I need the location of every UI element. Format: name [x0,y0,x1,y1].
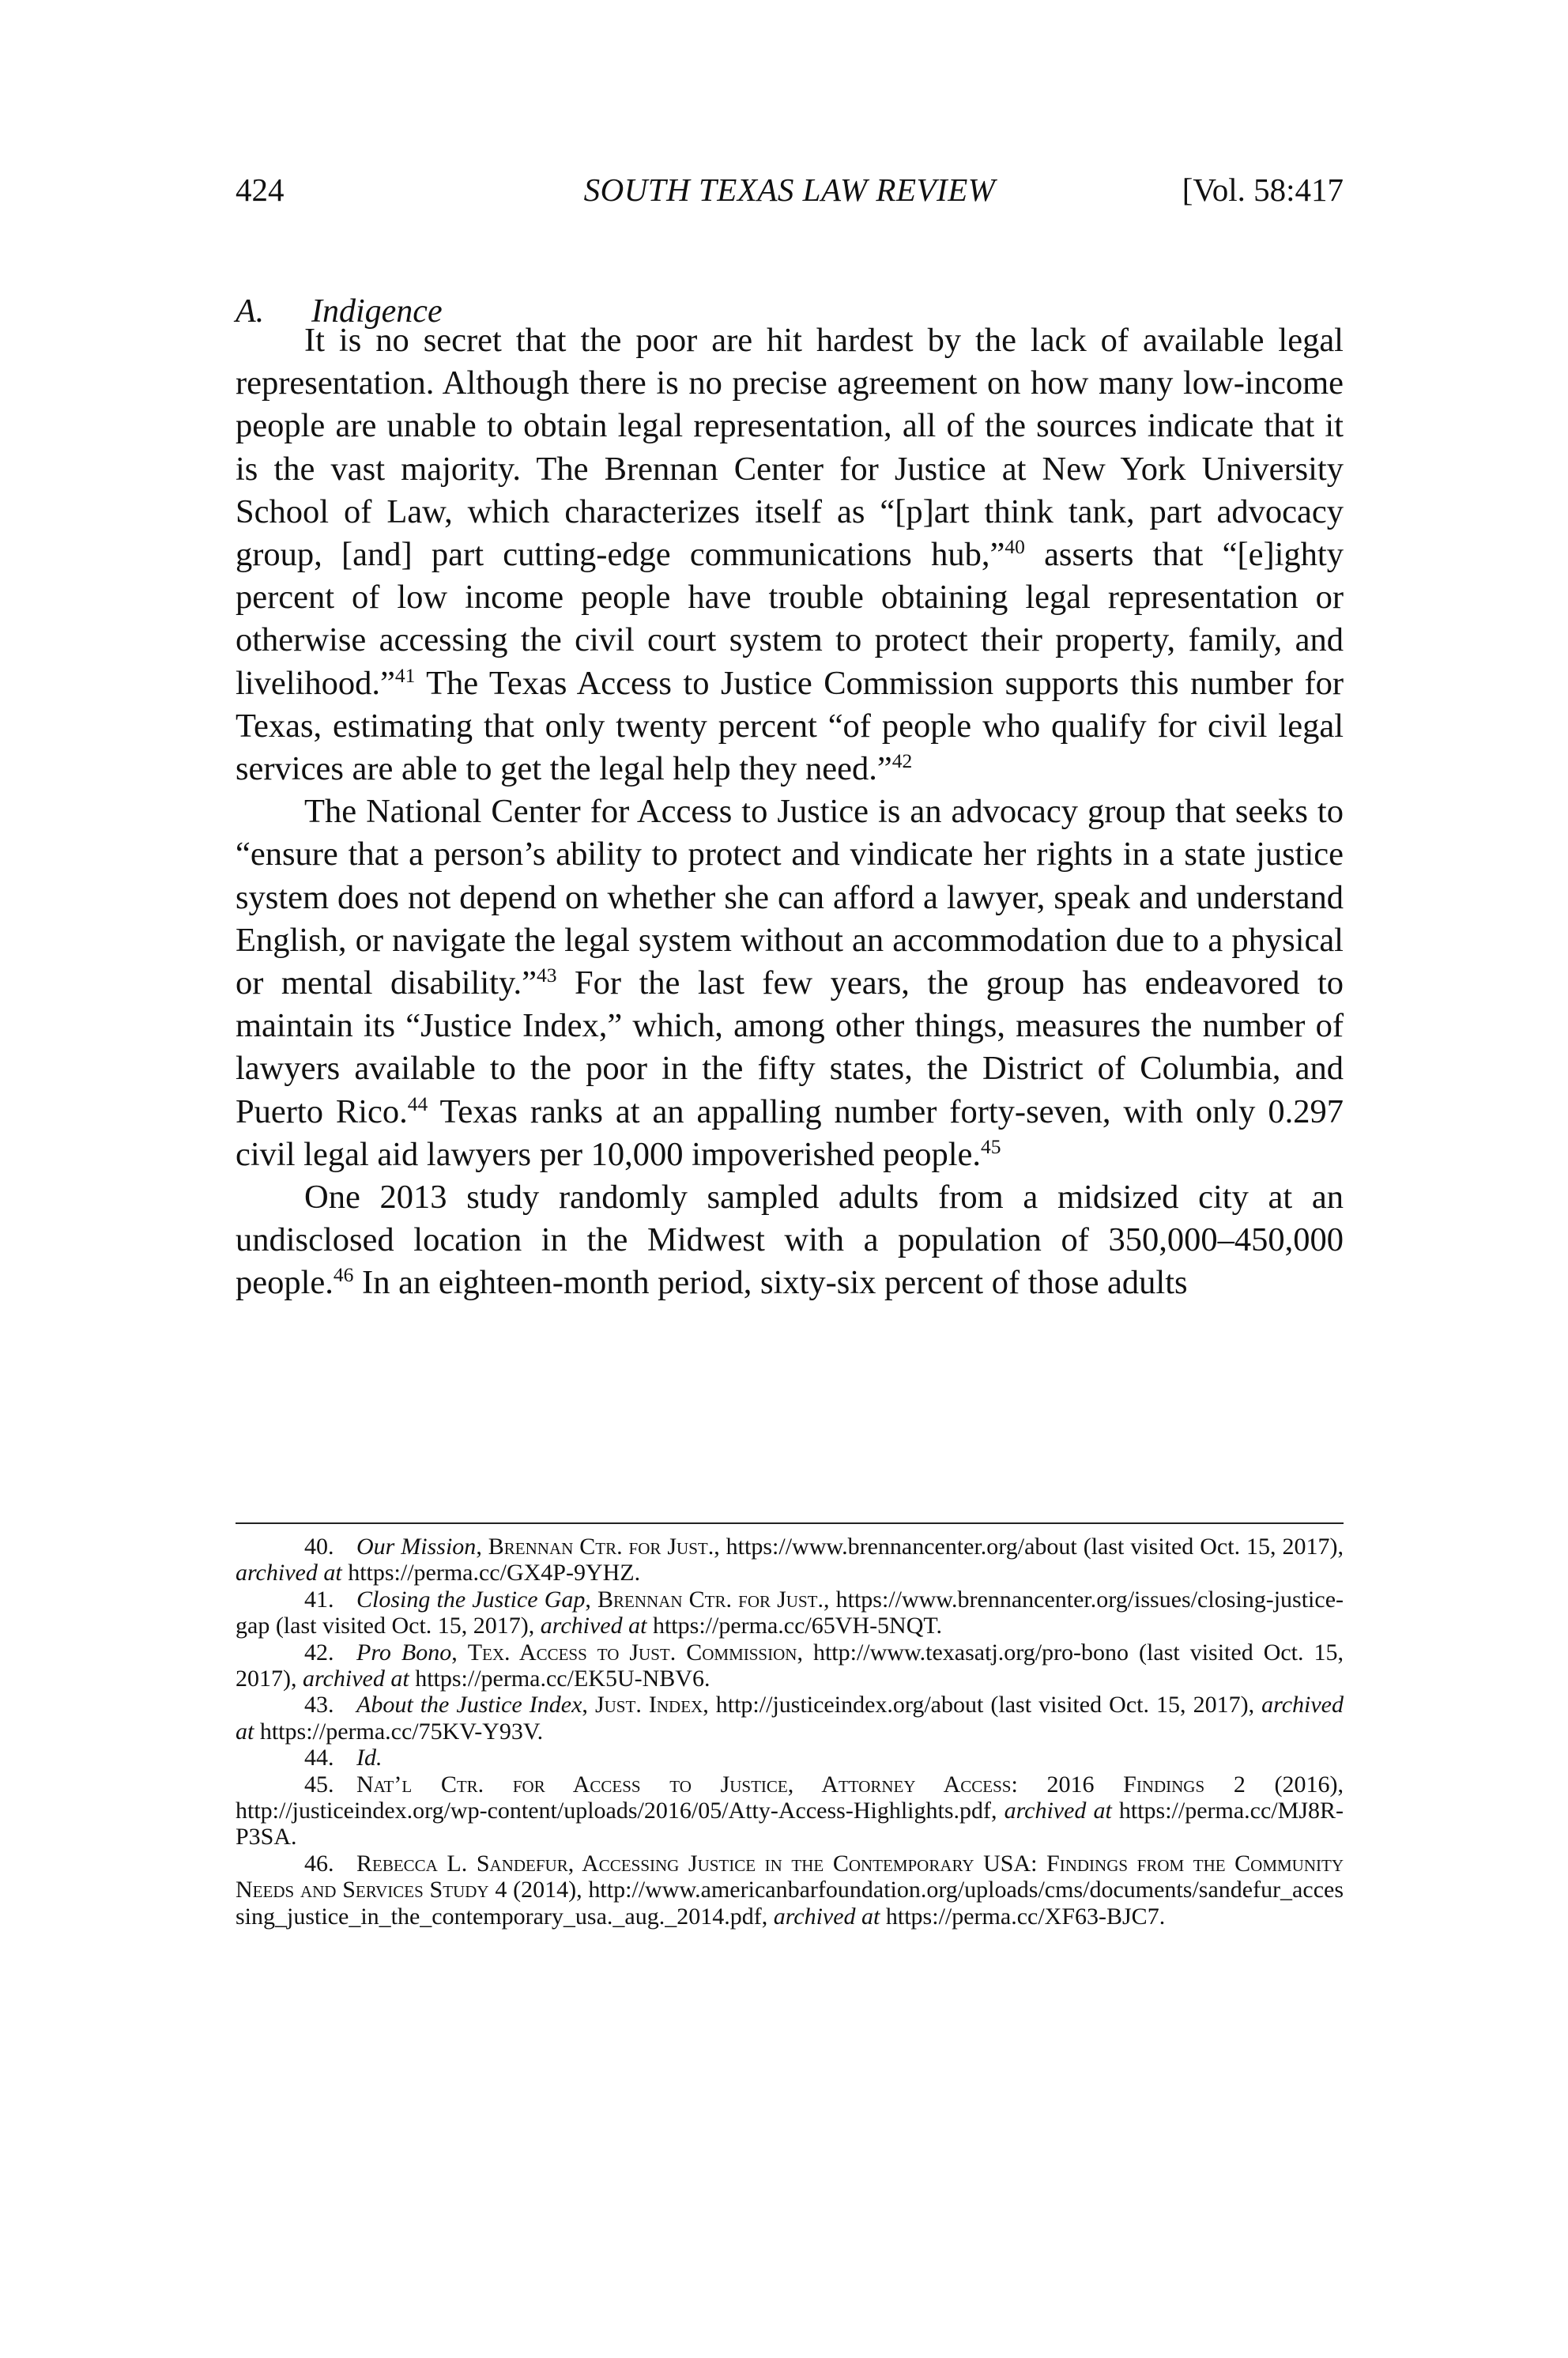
paragraph-text: It is no secret that the poor are hit hardest by the lack of available legal representation. Although there is no precise agreement on how many low-income people are unable to obtain legal representation, all of the sources indicate that it is the vast majority. The Brennan Center for Justice at New York University School of Law, which characterizes itself as “[p]art think tank, part advocacy group, [and] part cutting-edge communications hub,” [236,322,1344,574]
paragraph [236,1176,1344,1305]
footnote-link[interactable]: , http://www.texasatj.org/pro-bono (last visited Oct. 15, 2017), [236,1639,1344,1692]
footnote-number: 45. [304,1771,334,1798]
paragraph-text: In an eighteen-month period, sixty-six percent of those adults [353,1264,1188,1302]
footnote-link[interactable]: , http://justiceindex.org/about (last visited Oct. 15, 2017), [703,1692,1262,1719]
footnote-number: 42. [304,1639,334,1666]
footnote-number: 40. [304,1534,334,1560]
page-number: 424 [236,172,285,208]
footnote-archived-label: archived at [236,1560,342,1586]
footnote: 41. Closing the Justice Gap, Brennan Ctr. for Just., https://www.brennancenter.org/issues/closing-justice-gap (last visited Oct. 15, 2017), archived at https://perma.cc/65VH-5NQT. [236,1586,1344,1639]
paragraph [236,790,1344,1176]
footnote [236,1745,1344,1771]
footnote-archive-link[interactable]: https://perma.cc/75KV-Y93V. [254,1718,544,1745]
article-body [236,319,1344,1305]
section-title: Indigence [311,293,443,330]
footnote-title: Our Mission [356,1534,477,1560]
paragraph-text: Texas ranks at an appalling number forty-seven, with only 0.297 civil legal aid lawyers per 10,000 impoverished people. [236,1092,1344,1173]
footnote-archived-label: archived at [1004,1798,1112,1824]
paragraph-text: asserts that “[e]ighty percent of low income people have trouble obtaining legal representation or otherwise accessing the civil court system to protect their property, family, and livelihood.” [236,536,1344,702]
footnotes [236,1534,1344,1930]
footnote-archived-label: archived at [236,1692,1344,1745]
journal-title: SOUTH TEXAS LAW REVIEW [583,172,996,208]
footnote [236,1771,1344,1851]
footnote-number: 41. [304,1586,334,1613]
footnote-archive-link[interactable]: https://perma.cc/EK5U-NBV6. [409,1666,710,1692]
footnote-source: Brennan Ctr. for Just. [597,1586,824,1613]
footnote: 43. About the Justice Index, Just. Index, http://justiceindex.org/about (last visited Oct. 15, 2017), archived at https://perma.cc/75KV-Y93V. [236,1692,1344,1745]
footnote-number: 46. [304,1850,334,1877]
footnote-title: Closing the Justice Gap [356,1586,586,1613]
footnote-link[interactable]: , http://www.americanbarfoundation.org/uploads/cms/documents/sandefur_accessing_justice_in_the_contemporary_usa._aug._2014.pdf, [236,1877,1344,1930]
running-header [236,171,1344,218]
footnote-ref[interactable]: 42 [891,749,913,772]
footnote-divider [236,1522,1344,1524]
footnote-source: Just. Index [594,1692,703,1719]
footnote-ref[interactable]: 43 [536,963,557,987]
volume-citation: [Vol. 58:417 [1182,172,1344,208]
paragraph [236,319,1344,790]
footnote-archive-link[interactable]: https://perma.cc/MJ8R-P3SA. [236,1798,1344,1851]
footnote-link[interactable]: , http://justiceindex.org/wp-content/uploads/2016/05/Atty-Access-Highlights.pdf, [236,1771,1344,1824]
footnote-title: Pro Bono [356,1639,452,1666]
footnote [236,1851,1344,1930]
footnote: 42. Pro Bono, Tex. Access to Just. Commission, http://www.texasatj.org/pro-bono (last visited Oct. 15, 2017), archived at https://perma.cc/EK5U-NBV6. [236,1639,1344,1692]
footnote-archive-link[interactable]: https://perma.cc/GX4P-9YHZ. [341,1560,641,1586]
footnote-ref[interactable]: 46 [333,1263,354,1287]
footnote-archived-label: archived at [540,1613,647,1639]
footnote-archived-label: archived at [303,1666,409,1692]
footnote-source: Rebecca L. Sandefur, Accessing Justice in the Contemporary USA: Findings from the Community Needs and Services Study 4 (2014) [236,1850,1344,1903]
footnote: 40. Our Mission, Brennan Ctr. for Just., https://www.brennancenter.org/about (last visited Oct. 15, 2017), archived at https://perma.cc/GX4P-9YHZ. [236,1534,1344,1586]
footnote-archive-link[interactable]: https://perma.cc/65VH-5NQT. [646,1613,942,1639]
paragraph-text: The National Center for Access to Justice is an advocacy group that seeks to “ensure that a person’s ability to protect and vindicate her rights in a state justice system does not depend on whether she can afford a lawyer, speak and understand English, or navigate the legal system without an accommodation due to a physical or mental disability.” [236,793,1344,1002]
section-number: A. [236,293,265,330]
footnote-ref[interactable]: 40 [1004,534,1025,558]
footnote-source: Tex. Access to Just. Commission [467,1639,797,1666]
paragraph-text: The Texas Access to Justice Commission supports this number for Texas, estimating that only twenty percent “of people who qualify for civil legal services are able to get the legal help they need.” [236,664,1344,788]
footnote-number: 44. [304,1745,334,1771]
footnote-archive-link[interactable]: https://perma.cc/XF63-BJC7. [880,1903,1166,1930]
footnote-title: Id. [356,1745,383,1771]
footnote-link[interactable]: , https://www.brennancenter.org/about (last visited Oct. 15, 2017), [714,1534,1344,1560]
footnote-source: Nat’l Ctr. for Access to Justice, Attorney Access: 2016 Findings 2 (2016) [356,1771,1338,1798]
footnote-ref[interactable]: 44 [407,1092,428,1115]
paragraph-text: For the last few years, the group has endeavored to maintain its “Justice Index,” which, among other things, measures the number of lawyers available to the poor in the fifty states, the District of Columbia, and Puerto Rico. [236,964,1344,1130]
footnote-archived-label: archived at [773,1903,880,1930]
footnote-source: Brennan Ctr. for Just. [488,1534,714,1560]
footnote-ref[interactable]: 45 [981,1134,1001,1158]
footnote-number: 43. [304,1692,334,1719]
footnote-ref[interactable]: 41 [394,663,416,687]
footnote-title: About the Justice Index [356,1692,582,1719]
footnote-link[interactable]: , https://www.brennancenter.org/issues/closing-justice-gap (last visited Oct. 15, 2017), [236,1586,1344,1639]
paragraph-text: One 2013 study randomly sampled adults from a midsized city at an undisclosed location in the Midwest with a population of 350,000–450,000 people. [236,1179,1344,1302]
